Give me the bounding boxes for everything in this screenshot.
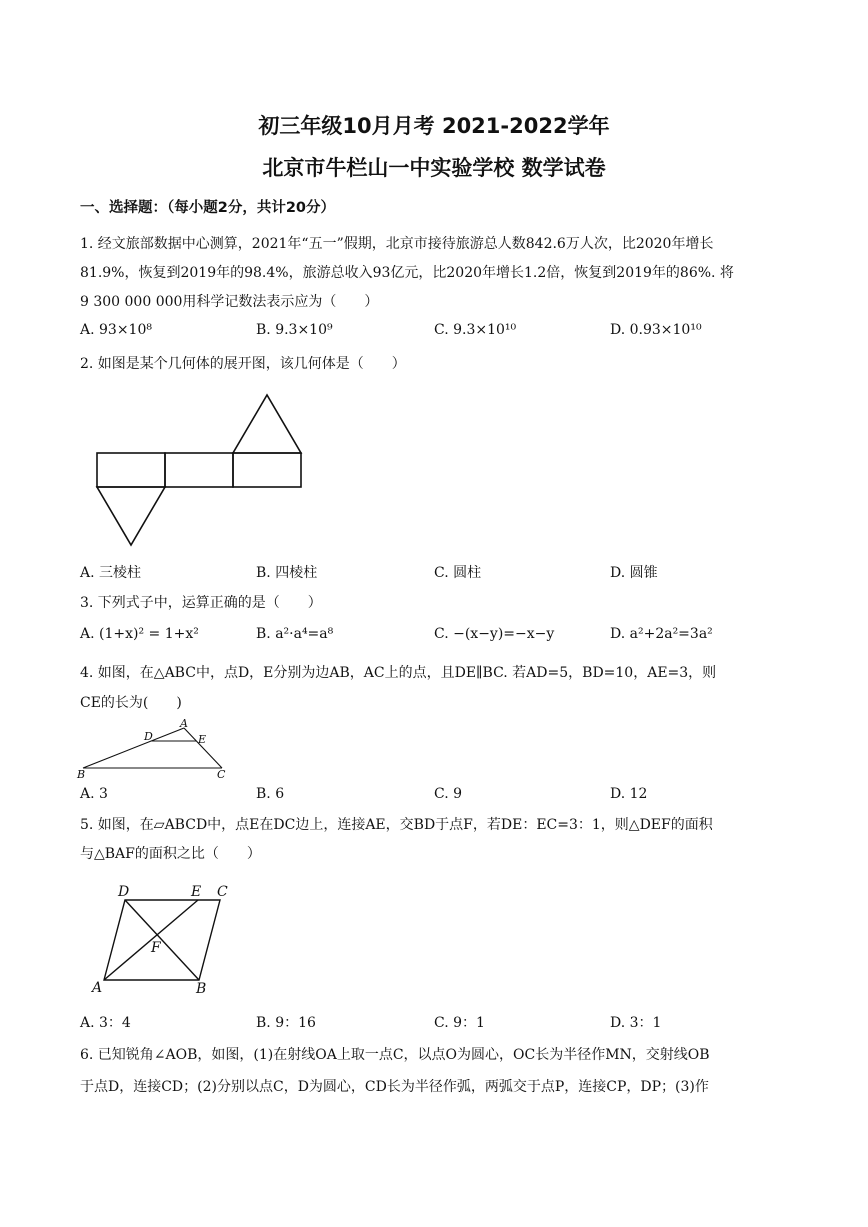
q5-line-2: 与△BAF的面积之比（ ） [80,846,261,862]
q2-option-a: A. 三棱柱 [80,565,142,581]
q5-option-b: B. 9：16 [256,1015,316,1031]
q3-stem: 3. 下列式子中，运算正确的是（ ） [80,595,322,611]
q1-option-d: D. 0.93×10¹⁰ [610,322,702,338]
q5-option-a: A. 3：4 [80,1015,131,1031]
page-title-line-1: 初三年级10月月考 2021-2022学年 [258,114,610,138]
net-square-3 [233,453,301,487]
q2-option-b: B. 四棱柱 [256,565,318,581]
label-b: B [77,768,86,781]
q4-option-c: C. 9 [434,786,463,802]
page-title-line-2: 北京市牛栏山一中实验学校 数学试卷 [262,156,606,180]
q1-option-b: B. 9.3×10⁹ [256,322,333,338]
label-a: A [180,717,188,730]
label-a: A [92,980,103,996]
q3-option-a: A. (1+x)² = 1+x² [80,626,199,642]
q4-option-a: A. 3 [80,786,108,802]
q1-line-3: 9 300 000 000用科学记数法表示应为（ ） [80,294,379,310]
q3-option-b: B. a²·a⁴=a⁸ [256,626,334,642]
q2-stem: 2. 如图是某个几何体的展开图，该几何体是（ ） [80,356,406,372]
label-e: E [191,884,202,900]
q1-line-2: 81.9%，恢复到2019年的98.4%，旅游总收入93亿元，比2020年增长1.2倍，恢复到2019年的86%. 将 [80,265,734,281]
label-b: B [196,981,207,997]
q2-option-d: D. 圆锥 [610,565,658,581]
q5-option-c: C. 9：1 [434,1015,485,1031]
segment-ba [83,728,184,768]
q4-option-d: D. 12 [610,786,648,802]
label-e: E [198,733,207,746]
q4-line-2: CE的长为( ) [80,695,182,711]
q2-net-figure [90,388,310,553]
label-d: D [144,730,153,743]
q1-line-1: 1. 经文旅部数据中心测算，2021年“五一”假期，北京市接待旅游总人数842.6万人次，比2020年增长 [80,236,714,252]
label-c: C [217,768,226,781]
net-bottom-triangle [97,487,165,545]
q4-triangle-figure [76,716,236,782]
q3-option-c: C. −(x−y)=−x−y [434,626,555,642]
net-square-1 [97,453,165,487]
q5-option-d: D. 3：1 [610,1015,662,1031]
label-f: F [151,940,161,956]
label-d: D [118,884,130,900]
q6-line-1: 6. 已知锐角∠AOB，如图，(1)在射线OA上取一点C，以点O为圆心，OC长为半径作MN，交射线OB [80,1047,710,1063]
label-c: C [217,884,228,900]
section-heading: 一、选择题：（每小题2分，共计20分） [80,200,336,216]
q5-line-1: 5. 如图，在▱ABCD中，点E在DC边上，连接AE，交BD于点F，若DE：EC=3：1，则△DEF的面积 [80,817,713,833]
net-top-triangle [233,395,301,453]
segment-bd [125,900,199,980]
q1-option-c: C. 9.3×10¹⁰ [434,322,517,338]
q3-option-d: D. a²+2a²=3a² [610,626,713,642]
q5-parallelogram-figure [88,878,248,1000]
q2-option-c: C. 圆柱 [434,565,482,581]
q6-line-2: 于点D，连接CD；(2)分别以点C，D为圆心，CD长为半径作弧，两弧交于点P，连接CP，DP；(3)作 [80,1079,709,1095]
net-square-2 [165,453,233,487]
q4-option-b: B. 6 [256,786,285,802]
q1-option-a: A. 93×10⁸ [80,322,152,338]
q4-line-1: 4. 如图，在△ABC中，点D，E分别为边AB，AC上的点，且DE∥BC. 若AD=5，BD=10，AE=3，则 [80,665,717,681]
